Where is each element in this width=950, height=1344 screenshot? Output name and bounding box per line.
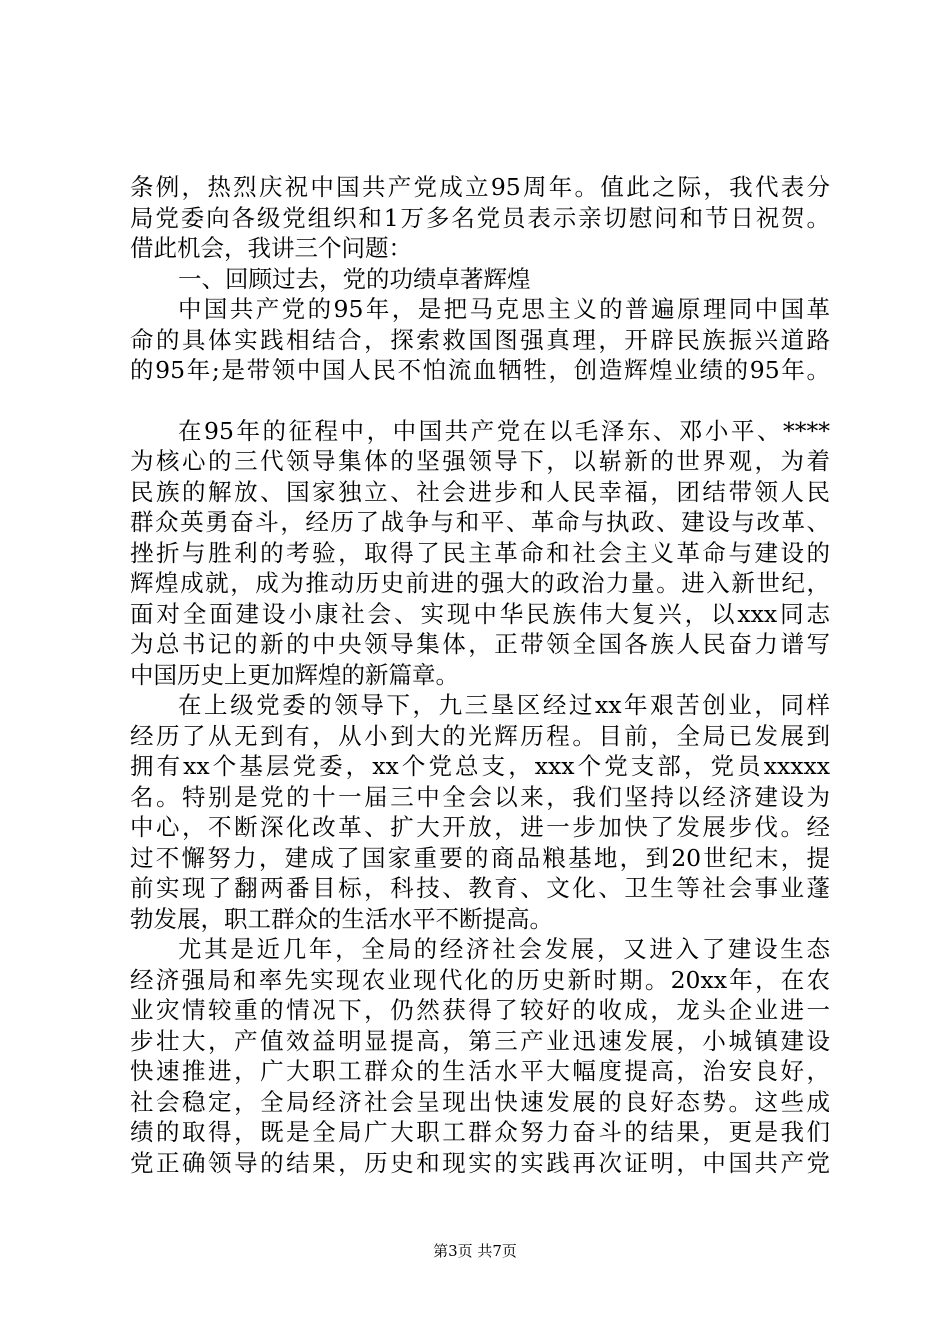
text-line: 过不懈努力，建成了国家重要的商品粮基地，到20世纪末，提 (130, 843, 830, 872)
text-line: 名。特别是党的十一届三中全会以来，我们坚持以经济建设为 (130, 782, 830, 811)
text-line: 尤其是近几年，全局的经济社会发展，又进入了建设生态 (178, 935, 830, 963)
text-line: 为总书记的新的中央领导集体，正带领全国各族人民奋力谱写 (130, 630, 830, 658)
text-line: 条例，热烈庆祝中国共产党成立95周年。值此之际，我代表分 (130, 173, 830, 201)
text-line: 社会稳定，全局经济社会呈现出快速发展的良好态势。这些成 (130, 1087, 830, 1116)
text-line: 快速推进，广大职工群众的生活水平大幅度提高，治安良好， (130, 1057, 830, 1085)
text-line: 业灾情较重的情况下，仍然获得了较好的收成，龙头企业进一 (130, 996, 830, 1024)
text-line: 前实现了翻两番目标，科技、教育、文化、卫生等社会事业蓬 (130, 874, 830, 902)
text-line: 命的具体实践相结合，探索救国图强真理，开辟民族振兴道路 (130, 325, 830, 354)
document-body (130, 172, 830, 1178)
text-line: 借此机会，我讲三个问题： (130, 234, 412, 262)
text-line: 在上级党委的领导下，九三垦区经过xx年艰苦创业，同样 (178, 691, 830, 719)
text-line: 中国共产党的95年，是把马克思主义的普遍原理同中国革 (178, 295, 830, 323)
text-line: 经济强局和率先实现农业现代化的历史新时期。20xx年，在农 (130, 965, 830, 994)
text-line: 面对全面建设小康社会、实现中华民族伟大复兴，以xxx同志 (130, 599, 830, 628)
text-line: 拥有xx个基层党委，xx个党总支，xxx个党支部，党员xxxxx (130, 752, 830, 780)
text-line: 绩的取得，既是全局广大职工群众努力奋斗的结果，更是我们 (130, 1118, 830, 1146)
text-line: 局党委向各级党组织和1万多名党员表示亲切慰问和节日祝贺。 (130, 203, 830, 232)
text-line: 步壮大，产值效益明显提高，第三产业迅速发展，小城镇建设 (130, 1026, 830, 1055)
text-line: 勃发展，职工群众的生活水平不断提高。 (130, 904, 553, 933)
text-line: 的95年;是带领中国人民不怕流血牺牲，创造辉煌业绩的95年。 (130, 356, 830, 384)
text-line: 挫折与胜利的考验，取得了民主革命和社会主义革命与建设的 (130, 538, 830, 567)
paragraph-gap (130, 386, 830, 416)
text-line: 为核心的三代领导集体的坚强领导下，以崭新的世界观，为着 (130, 447, 830, 475)
text-line: 中心，不断深化改革、扩大开放，进一步加快了发展步伐。经 (130, 813, 830, 841)
text-line: 中国历史上更加辉煌的新篇章。 (130, 660, 459, 689)
text-line: 党正确领导的结果，历史和现实的实践再次证明，中国共产党 (130, 1148, 830, 1177)
text-line: 辉煌成就，成为推动历史前进的强大的政治力量。进入新世纪， (130, 569, 830, 597)
section-heading: 一、回顾过去，党的功绩卓著辉煌 (178, 264, 531, 293)
text-line: 群众英勇奋斗，经历了战争与和平、革命与执政、建设与改革、 (130, 508, 830, 536)
text-line: 经历了从无到有，从小到大的光辉历程。目前，全局已发展到 (130, 721, 830, 750)
text-line: 在95年的征程中，中国共产党在以毛泽东、邓小平、**** (178, 416, 830, 445)
text-line: 民族的解放、国家独立、社会进步和人民幸福，团结带领人民 (130, 477, 830, 506)
page-number-footer: 第3页 共7页 (433, 1242, 517, 1260)
